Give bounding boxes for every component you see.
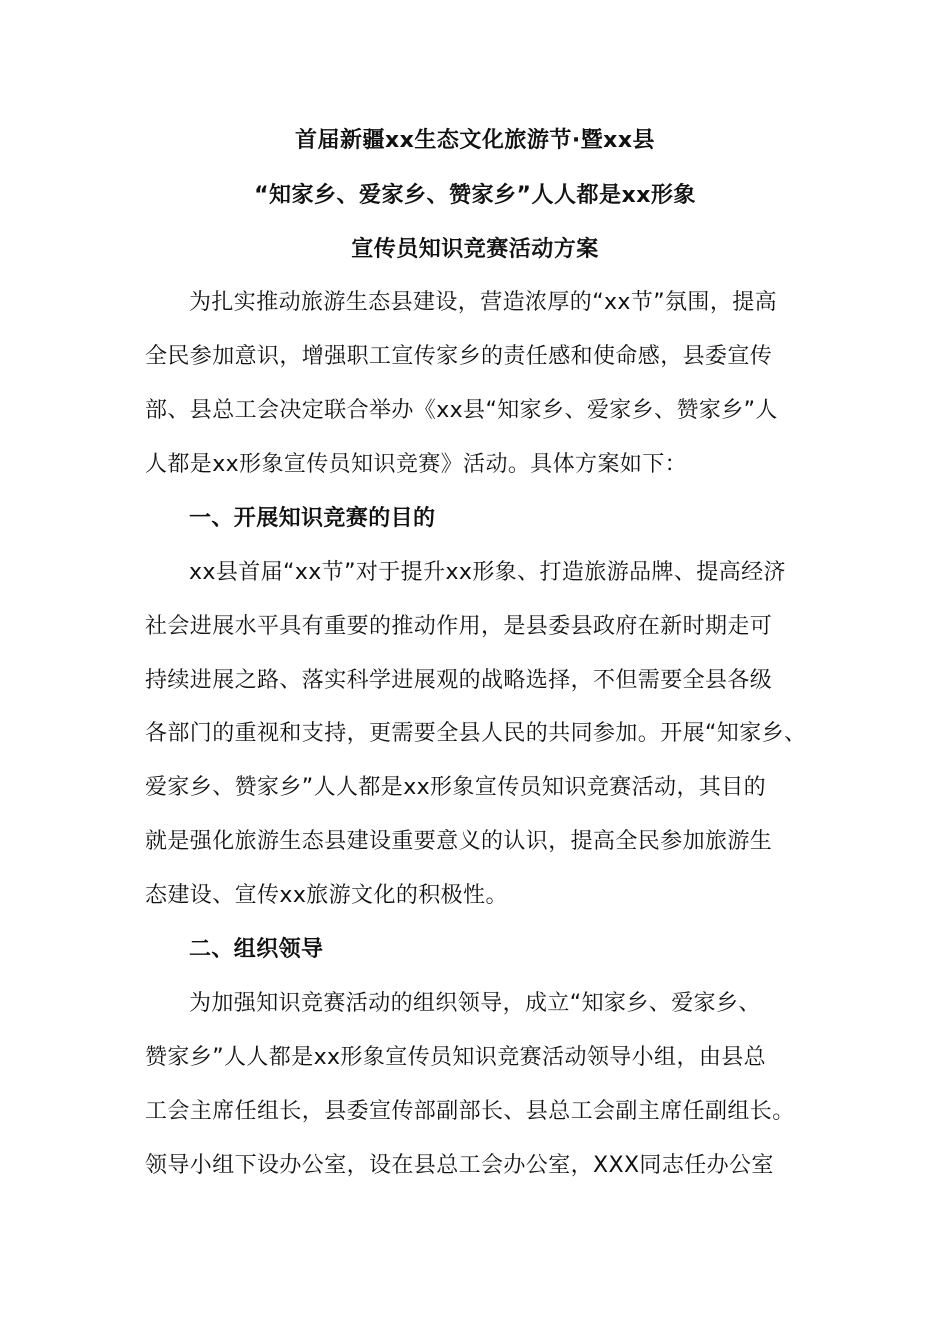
paragraph-line: 态建设、宣传xx旅游文化的积极性。	[145, 883, 508, 908]
document-title-line-1: 首届新疆xx生态文化旅游节·暨xx县	[294, 128, 656, 153]
paragraph-line: 社会进展水平具有重要的推动作用，是县委县政府在新时期走可	[145, 614, 773, 639]
paragraph-line: 就是强化旅游生态县建设重要意义的认识，提高全民参加旅游生	[145, 829, 773, 854]
intro-line: 为扎实推动旅游生态县建设，营造浓厚的“xx节”氛围，提高	[189, 290, 778, 315]
paragraph-line: 爱家乡、赞家乡”人人都是xx形象宣传员知识竞赛活动，其目的	[145, 775, 767, 800]
paragraph-line: 领导小组下设办公室，设在县总工会办公室，XXX同志任办公室	[145, 1153, 774, 1178]
document-title-line-3: 宣传员知识竞赛活动方案	[351, 237, 599, 262]
paragraph-line: 赞家乡”人人都是xx形象宣传员知识竞赛活动领导小组，由县总	[145, 1045, 767, 1070]
section-heading-purpose: 一、开展知识竞赛的目的	[189, 506, 436, 531]
paragraph-line: 持续进展之路、落实科学进展观的战略选择，不但需要全县各级	[145, 668, 773, 693]
paragraph-line: 各部门的重视和支持，更需要全县人民的共同参加。开展“知家乡、	[145, 721, 807, 746]
intro-line: 部、县总工会决定联合举办《xx县“知家乡、爱家乡、赞家乡”人	[145, 398, 778, 423]
intro-line: 全民参加意识，增强职工宣传家乡的责任感和使命感，县委宣传	[145, 344, 773, 369]
section-heading-leadership: 二、组织领导	[189, 937, 324, 962]
document-title-line-2: “知家乡、爱家乡、赞家乡”人人都是xx形象	[254, 183, 696, 208]
intro-line: 人都是xx形象宣传员知识竞赛》活动。具体方案如下：	[145, 452, 688, 477]
paragraph-line: 工会主席任组长，县委宣传部副部长、县总工会副主席任副组长。	[145, 1099, 795, 1124]
paragraph-line: 为加强知识竞赛活动的组织领导，成立“知家乡、爱家乡、	[189, 991, 761, 1016]
paragraph-line: xx县首届“xx节”对于提升xx形象、打造旅游品牌、提高经济	[189, 560, 786, 585]
